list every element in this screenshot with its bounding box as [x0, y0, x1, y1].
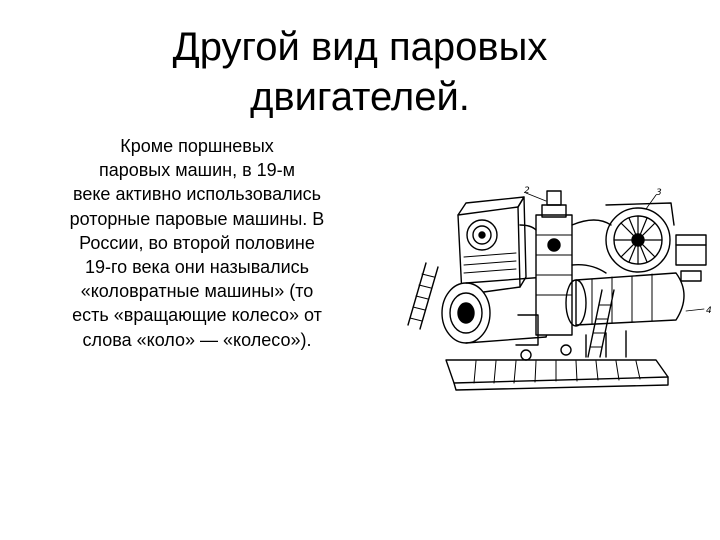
- callout-3: 3: [656, 188, 662, 198]
- callout-2: 2: [524, 186, 530, 196]
- body-line: «коловратные машины» (то: [80, 281, 314, 302]
- slide-title: [60, 22, 660, 122]
- steam-engine-drawing: [406, 185, 720, 400]
- body-text: [14, 134, 380, 352]
- body-line: есть «вращающие колесо» от: [72, 305, 322, 326]
- callout-4: 4: [706, 306, 712, 316]
- body-line: 19-го века они назывались: [84, 257, 310, 278]
- body-line: веке активно использовались: [72, 184, 322, 205]
- body-line: роторные паровые машины. В: [69, 208, 325, 229]
- title-line: двигателей.: [250, 75, 470, 119]
- steam-engine-illustration: [406, 185, 720, 400]
- body-line: паровых машин, в 19-м: [98, 160, 296, 181]
- body-line: России, во второй половине: [79, 232, 315, 253]
- body-line: Кроме поршневых: [120, 136, 274, 156]
- title-line: Другой вид паровых: [172, 25, 548, 69]
- body-line: слова «коло» — «колесо»).: [82, 329, 312, 350]
